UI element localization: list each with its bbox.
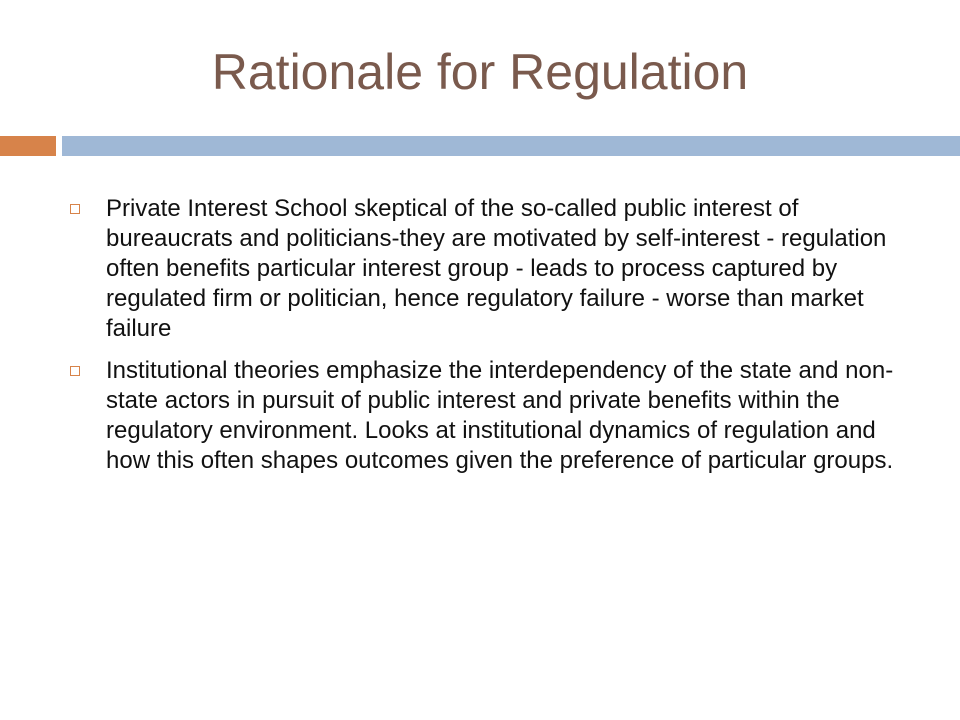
square-bullet-icon: [70, 366, 80, 376]
bullet-item-private-interest: [70, 194, 900, 344]
bullet-text: Private Interest School skeptical of the so-called public interest of bureaucrats and politicians-they are motivated by self-interest - regulation often benefits particular interest group - leads to process captured by regulated firm or politician, hence regulatory failure - worse than market failure: [106, 195, 887, 342]
slide-title: Rationale for Regulation: [211, 44, 749, 100]
title-rule-accent-right: [62, 136, 960, 156]
title-rule-accent-left: [0, 136, 56, 156]
bullet-item-institutional-theories: [70, 356, 900, 476]
square-bullet-icon: [70, 204, 80, 214]
bullet-text: Institutional theories emphasize the interdependency of the state and non-state actors in pursuit of public interest and private benefits within the regulatory environment. Looks at institutional dynamics of regulation and how this often shapes outcomes given the preference of particular groups.: [106, 357, 894, 474]
bullet-list: [70, 194, 900, 488]
